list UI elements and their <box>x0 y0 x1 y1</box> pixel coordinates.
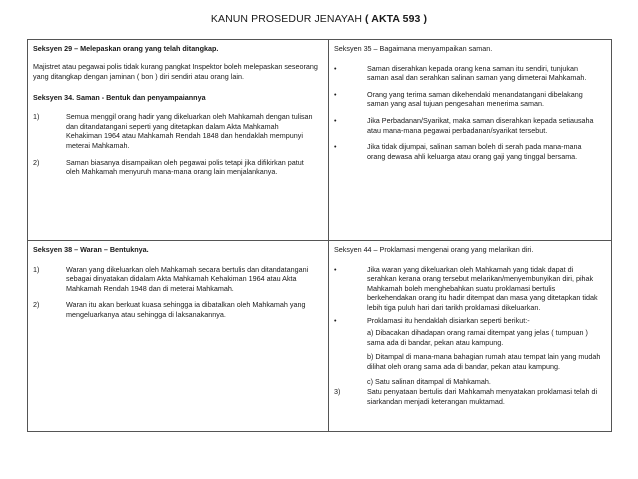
item-marker: 1) <box>33 112 40 122</box>
heading-seksyen-34: Seksyen 34. Saman - Bentuk dan penyampaiannya <box>33 92 206 102</box>
list-item <box>33 300 322 319</box>
item-marker: 2) <box>33 300 40 310</box>
list-item <box>33 158 322 177</box>
item-text: Jika Perbadanan/Syarikat, maka saman diserahkan kepada setiausaha atau mana-mana pegawai perbadanan/syarikat tersebut. <box>367 115 594 135</box>
list-item <box>33 265 322 294</box>
item-text: Waran itu akan berkuat kuasa sehingga ia dibatalkan oleh Mahkamah yang mengeluarkanya atau sehingga di laksanakannya. <box>66 300 306 319</box>
paragraph-seksyen-29: Majistret atau pegawai polis tidak kurang pangkat Inspektor boleh melepaskan seseorang yang ditangkap dengan jaminan ( bon ) diri sendiri atau orang lain. <box>33 61 318 82</box>
bullet: • <box>334 264 337 274</box>
sub-item-b: b) Ditampal di mana-mana bahagian rumah atau tempat lain yang mudah dilihat oleh orang sama ada di bandar, pekan atau kampung. <box>367 352 601 371</box>
cell-seksyen-44 <box>329 241 612 432</box>
item-text: Proklamasi itu hendaklah disiarkan seperti berikut:- <box>367 315 530 325</box>
content-table <box>27 39 612 432</box>
list-item <box>334 90 605 109</box>
bullet: • <box>334 115 337 125</box>
list-item <box>334 116 605 135</box>
list-item <box>334 64 605 83</box>
heading-seksyen-29: Seksyen 29 – Melepaskan orang yang telah ditangkap. <box>33 44 219 53</box>
bullet: • <box>334 89 337 99</box>
list-item <box>334 265 605 313</box>
cell-seksyen-35 <box>329 40 612 241</box>
cell-seksyen-29-34 <box>28 40 329 241</box>
heading-seksyen-44: Seksyen 44 – Proklamasi mengenai orang yang melarikan diri. <box>334 245 534 254</box>
page-title-text: KANUN PROSEDUR JENAYAH <box>210 13 366 25</box>
item-marker: 2) <box>33 157 40 167</box>
page-title <box>0 13 638 25</box>
list-item <box>334 387 605 406</box>
sub-item-a: a) Dibacakan dihadapan orang ramai ditempat yang jelas ( tumpuan ) sama ada di bandar, pekan atau kampung. <box>367 328 588 347</box>
bullet: • <box>334 63 337 73</box>
list-item <box>33 112 322 150</box>
item-text: Waran yang dikeluarkan oleh Mahkamah secara bertulis dan ditandatangani sebagai dinyatakan didalam Akta Mahkamah Kehakiman 1964 atau Akta Mahkamah Rendah 1948 dan di meterai Mahkamah. <box>66 264 309 293</box>
item-text: Saman diserahkan kepada orang kena saman itu sendiri, tunjukan saman asal dan serahkan salinan saman yang dimeterai Mahkamah. <box>367 63 587 83</box>
cell-seksyen-38 <box>28 241 329 432</box>
heading-seksyen-35: Seksyen 35 – Bagaimana menyampaikan saman. <box>334 44 493 53</box>
list-item <box>334 142 605 161</box>
item-text: Jika tidak dijumpai, salinan saman boleh di serah pada mana-mana orang dewasa ahli keluarga atau orang gaji yang tinggal bersama. <box>367 142 582 161</box>
item-marker: 3) <box>334 387 341 397</box>
item-text: Saman biasanya disampaikan oleh pegawai polis tetapi jika difikirkan patut oleh Mahkamah menyuruh mana-mana orang lain menjalankanya. <box>66 157 304 177</box>
bullet: • <box>334 142 337 152</box>
item-text: Jika waran yang dikeluarkan oleh Mahkamah yang tidak dapat di serahkan kerana orang tersebut melarikan/menyembunyikan diri, pihak Mahkamah boleh menghebahkan suatu proklamasi bertulis berkehendakan orang itu hadir ditempat dan masa yang ditetapkan tidak lebih tiga puluh hari dari tarikh proklamasi dikeluarkan. <box>367 264 598 312</box>
item-text: Orang yang terima saman dikehendaki menandatangani dibelakang saman yang asal tujuan pengesahan menerima saman. <box>367 89 583 109</box>
item-text: Semua menggil orang hadir yang dikeluarkan oleh Mahkamah dengan tulisan dan ditandatangani seperti yang ditetapkan dalam Akta Mahkamah Kehakiman 1964 atau Mahkamah Rendah 1848 dan hendaklah mempunyi meterai Mahkamah. <box>66 112 313 150</box>
heading-seksyen-38: Seksyen 38 – Waran – Bentuknya. <box>33 245 149 254</box>
page-title-act: ( AKTA 593 ) <box>365 13 428 25</box>
bullet: • <box>334 315 337 325</box>
item-marker: 1) <box>33 264 40 274</box>
sub-item-c: c) Satu salinan ditampal di Mahkamah. <box>367 376 491 386</box>
list-item <box>334 316 605 326</box>
item-text: Satu penyataan bertulis dari Mahkamah menyatakan proklamasi telah di siarkandan menjadi keterangan muktamad. <box>367 387 598 406</box>
